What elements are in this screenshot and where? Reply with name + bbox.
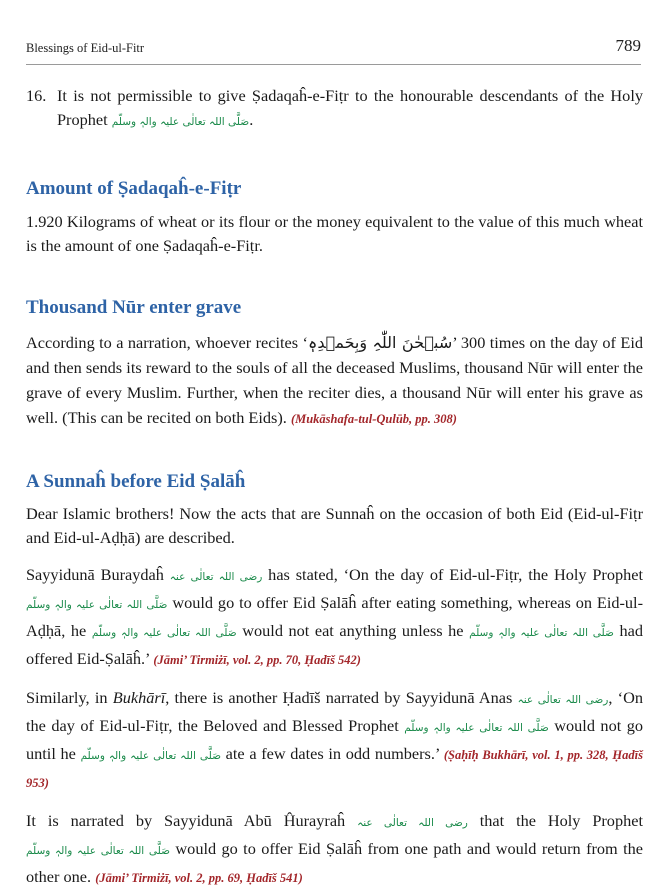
text-e: ate a few dates in odd numbers.’ xyxy=(225,744,440,763)
salutation-text: صَلَّی اللہ تعالٰی علیہ والہٖ وسلّم xyxy=(26,845,171,857)
reference: (Ṣaḥīḥ Bukhārī, vol. 1, pp. 328, Ḥadīš 953) xyxy=(26,748,643,790)
text-b: , there is another Ḥadīš narrated by Sayyidunā Anas xyxy=(165,688,513,707)
text-c: , ‘On the day of Eid-ul-Fiṭr, the Beloved and Blessed Prophet xyxy=(26,688,643,735)
reference: (Jāmi’ Tirmiżī, vol. 2, pp. 69, Ḥadīš 541) xyxy=(95,871,303,885)
reference: (Mukāshafa-tul-Qulūb, pp. 308) xyxy=(290,412,457,426)
radi-text: رضی اللہ تعالٰی عنہ xyxy=(357,817,468,829)
radi-text: رضی اللہ تعالٰی عنہ xyxy=(169,571,263,583)
salutation-text: صَلَّی اللہ تعالٰی علیہ والہٖ وسلّم xyxy=(91,627,237,639)
section-heading-sunnah: A Sunnaĥ before Eid Ṣalāĥ xyxy=(26,471,246,492)
radi-text: رضی اللہ تعالٰی عنہ xyxy=(517,694,609,706)
item-text: It is not permissible to give Ṣadaqaĥ-e-Fiṭr to the honourable descendants of the Holy Prophet xyxy=(57,86,643,129)
text-a: Similarly, in xyxy=(26,688,108,707)
text-c: would go to offer Eid Ṣalāĥ after eating something, whereas on Eid-ul-Aḍḥā, he xyxy=(26,593,643,640)
item-number: 16. xyxy=(26,86,47,105)
page-header xyxy=(26,34,641,65)
text-d: would not eat anything unless he xyxy=(242,621,464,640)
salutation-text: صَلَّی اللہ تعالٰی علیہ والہٖ وسلّم xyxy=(26,599,168,611)
running-title: Blessings of Eid-ul-Fitr xyxy=(26,41,145,55)
text-a: Sayyidunā Buraydaĥ xyxy=(26,565,164,584)
list-item-16 xyxy=(26,84,643,134)
salutation-text: صَلَّی اللہ تعالٰی علیہ والہٖ وسلّم xyxy=(469,627,614,639)
text-before-arabic: According to a narration, whoever recites ‘ xyxy=(26,333,308,352)
paragraph-anas xyxy=(26,685,643,796)
paragraph-amount: 1.920 Kilograms of wheat or its flour or the money equivalent to the value of this much wheat is the amount of one Ṣadaqaĥ-e-Fiṭr. xyxy=(26,212,643,255)
page-body xyxy=(26,84,643,891)
paragraph-buraydah xyxy=(26,562,643,673)
page-number: 789 xyxy=(615,36,641,55)
salutation-text: صَلَّی اللہ تعالٰی علیہ والہٖ وسلّم xyxy=(80,750,221,762)
salutation-text: صَلَّی اللہ تعالٰی علیہ والہٖ وسلّم xyxy=(404,722,549,734)
salutation-text: صَلَّی اللہ تعالٰی علیہ والہٖ وسلّم xyxy=(111,116,250,128)
book-title: Bukhārī xyxy=(112,688,166,707)
text-after-arabic: ’ 300 times on the day of Eid and then sends its reward to the souls of all the deceased Muslims, thousand Nūr will enter the grave of every Muslim. Further, when the reciter dies, a thousand Nūr will enter his grave as well. (This can be recited on both Eids). xyxy=(26,333,643,427)
text-c: would go to offer Eid Ṣalāĥ from one path and would return from the other one. xyxy=(26,839,643,886)
text-d: would not go until he xyxy=(26,716,643,763)
arabic-tasbih: سُبۡحٰنَ اللّٰہِ وَبِحَمۡدِہٖ xyxy=(307,333,453,352)
section-heading-amount: Amount of Ṣadaqaĥ-e-Fiṭr xyxy=(26,178,242,199)
text-b: that the Holy Prophet xyxy=(479,811,643,830)
reference: (Jāmi’ Tirmiżī, vol. 2, pp. 70, Ḥadīš 542) xyxy=(153,653,361,667)
text-b: has stated, ‘On the day of Eid-ul-Fiṭr, the Holy Prophet xyxy=(268,565,643,584)
text-e: had offered Eid-Ṣalāĥ.’ xyxy=(26,621,644,668)
paragraph-intro: Dear Islamic brothers! Now the acts that are Sunnaĥ on the occasion of both Eid (Eid-ul-Fiṭr and Eid-ul-Aḍḥā) are described. xyxy=(26,504,643,547)
paragraph-thousand-nur xyxy=(26,330,643,432)
item-end: . xyxy=(249,110,254,129)
section-heading-thousand-nur: Thousand Nūr enter grave xyxy=(26,297,242,318)
text-a: It is narrated by Sayyidunā Abū Ĥurayraĥ xyxy=(26,811,346,830)
paragraph-abu-hurayrah xyxy=(26,808,643,891)
